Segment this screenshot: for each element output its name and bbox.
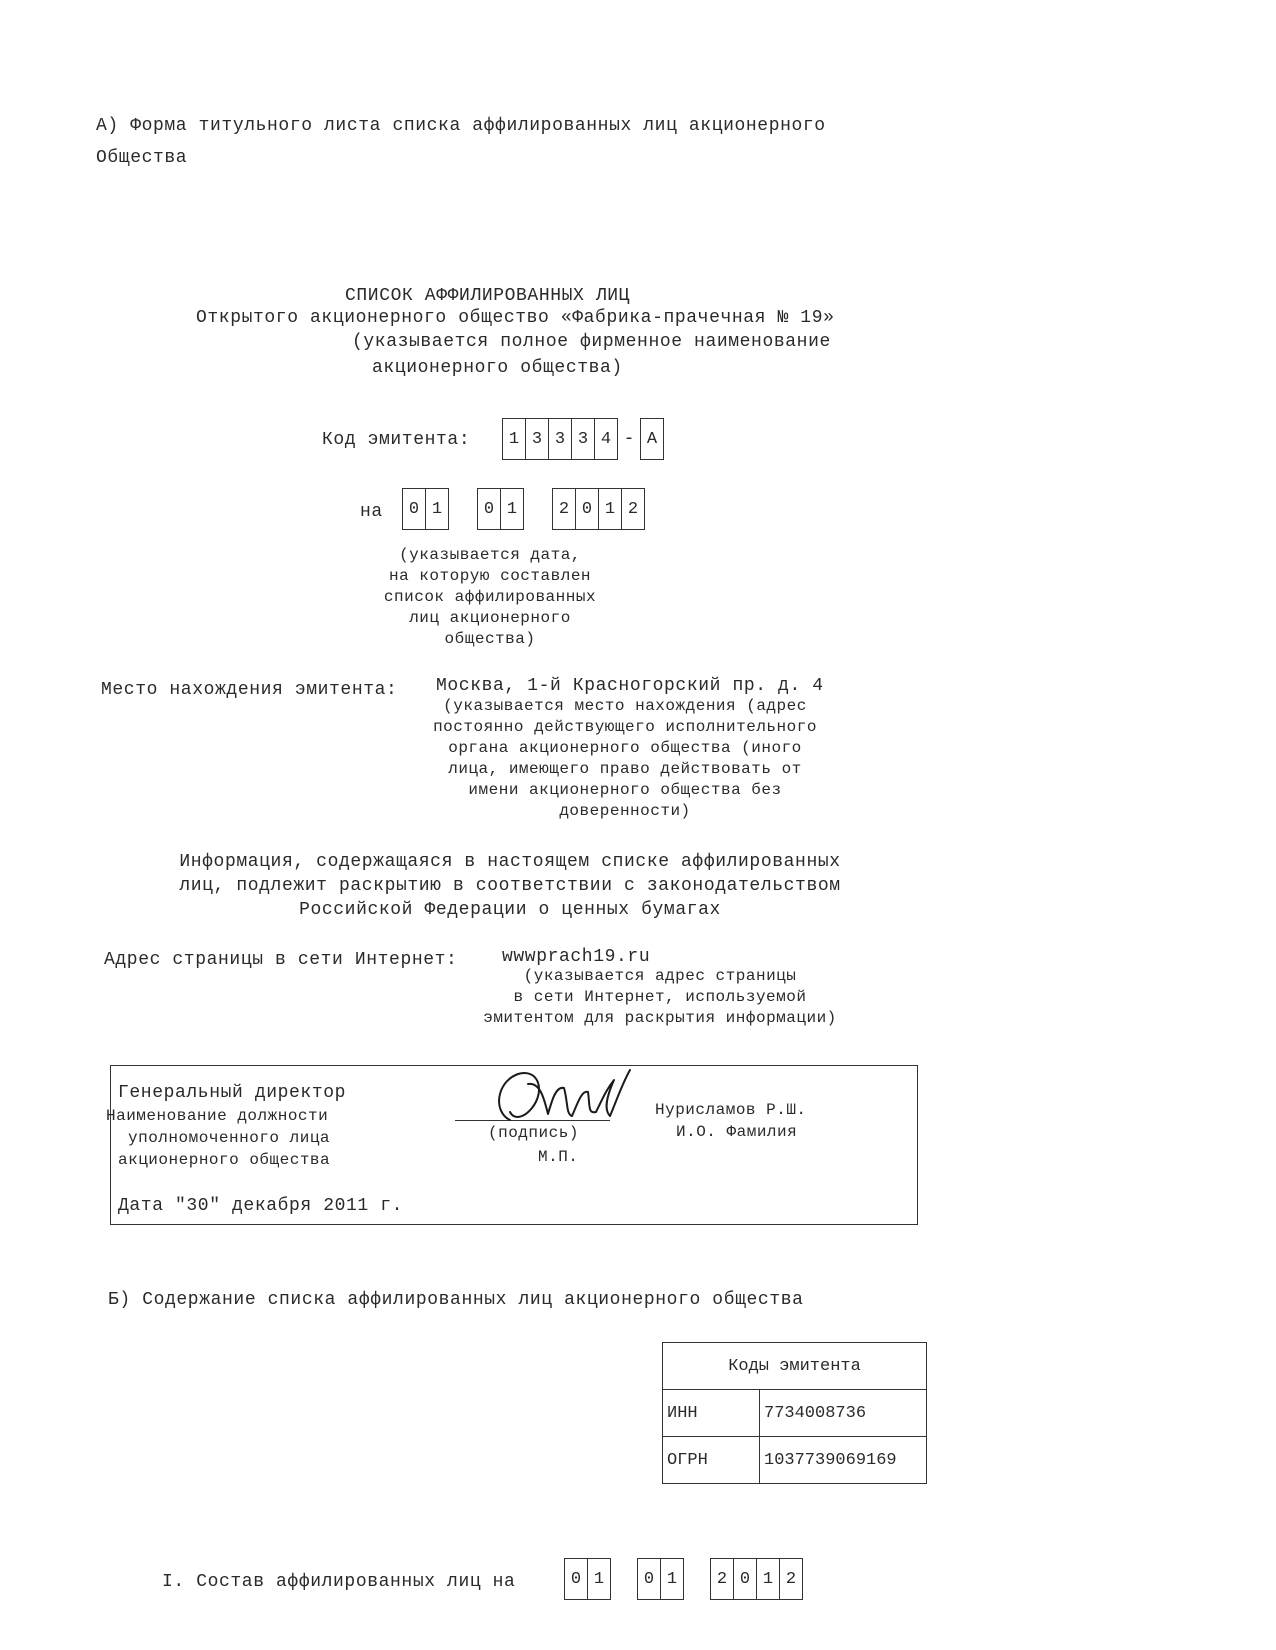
- location-hint-line: постоянно действующего исполнительного: [433, 718, 817, 736]
- section-1-month-digit: 0: [637, 1559, 660, 1599]
- stamp-label: М.П.: [538, 1148, 579, 1166]
- signer-name: Нурисламов Р.Ш.: [655, 1101, 807, 1119]
- date-year-digit: 2: [552, 489, 575, 529]
- website-label: Адрес страницы в сети Интернет:: [104, 950, 458, 970]
- date-day-digit: 0: [402, 489, 425, 529]
- website-hint-line: (указывается адрес страницы: [523, 967, 797, 985]
- table-row: [663, 1343, 927, 1390]
- disclosure-line: лиц, подлежит раскрытию в соответствии с законодательством: [179, 876, 841, 896]
- signature-hint: (подпись): [488, 1124, 579, 1142]
- section-1-year-digit: 1: [756, 1559, 779, 1599]
- website-value: wwwprach19.ru: [502, 947, 651, 967]
- section-1-month-digit: 1: [660, 1559, 683, 1599]
- section-1-year-digit: 0: [733, 1559, 756, 1599]
- position-hint-line: Наименование должности: [106, 1107, 329, 1125]
- section-1-year-digit: 2: [779, 1559, 802, 1599]
- date-boxes: [402, 488, 645, 530]
- section-a-title-line2: Общества: [96, 148, 188, 168]
- issuer-code-separator: -: [623, 429, 635, 449]
- location-label: Место нахождения эмитента:: [101, 680, 398, 700]
- date-hint-line: (указывается дата,: [399, 546, 581, 564]
- section-1-day-digit: 1: [587, 1559, 610, 1599]
- location-hint-line: (указывается место нахождения (адрес: [443, 697, 807, 715]
- issuer-code-suffix: А: [640, 419, 663, 459]
- date-hint-line: на которую составлен: [388, 567, 592, 585]
- location-hint-line: органа акционерного общества (иного: [448, 739, 802, 757]
- section-1-date-boxes: [564, 1558, 803, 1600]
- disclosure-line: Российской Федерации о ценных бумагах: [299, 900, 721, 920]
- location-hint-line: лица, имеющего право действовать от: [448, 760, 802, 778]
- position-hint-line: акционерного общества: [118, 1151, 331, 1169]
- issuer-code-digit: 4: [594, 419, 617, 459]
- code-value: 1037739069169: [760, 1437, 927, 1484]
- date-year-digit: 2: [621, 489, 644, 529]
- list-title: СПИСОК АФФИЛИРОВАННЫХ ЛИЦ: [345, 286, 631, 306]
- section-b-title: Б) Содержание списка аффилированных лиц акционерного общества: [108, 1290, 804, 1310]
- website-hint-line: эмитентом для раскрытия информации): [483, 1009, 837, 1027]
- company-hint-line2: акционерного общества): [372, 358, 623, 378]
- section-1-day-digit: 0: [564, 1559, 587, 1599]
- signer-name-hint: И.О. Фамилия: [676, 1123, 798, 1141]
- issuer-code-digit: 3: [571, 419, 594, 459]
- location-hint-line: доверенности): [559, 802, 691, 820]
- date-hint-line: общества): [444, 630, 536, 648]
- issuer-code-digit: 3: [525, 419, 548, 459]
- date-hint-line: лиц акционерного: [409, 609, 571, 627]
- date-year-digit: 0: [575, 489, 598, 529]
- disclosure-line: Информация, содержащаяся в настоящем списке аффилированных: [179, 852, 841, 872]
- issuer-code-label: Код эмитента:: [322, 430, 471, 450]
- issuer-code-digit: 3: [548, 419, 571, 459]
- date-year-digit: 1: [598, 489, 621, 529]
- issuer-code-boxes: [502, 418, 664, 460]
- code-label: ОГРН: [663, 1437, 760, 1484]
- codes-table-header: Коды эмитента: [663, 1343, 927, 1390]
- table-row: [663, 1437, 927, 1484]
- table-row: [663, 1390, 927, 1437]
- date-month-digit: 1: [500, 489, 523, 529]
- signature-date: Дата "30" декабря 2011 г.: [118, 1196, 404, 1216]
- company-name: Открытого акционерного общество «Фабрика-прачечная № 19»: [196, 308, 835, 328]
- signer-position: Генеральный директор: [118, 1083, 347, 1103]
- location-value: Москва, 1-й Красногорский пр. д. 4: [436, 676, 824, 696]
- date-month-digit: 0: [477, 489, 500, 529]
- code-value: 7734008736: [760, 1390, 927, 1437]
- section-1-title: I. Состав аффилированных лиц на: [162, 1572, 516, 1592]
- code-label: ИНН: [663, 1390, 760, 1437]
- section-1-year-digit: 2: [710, 1559, 733, 1599]
- position-hint-line: уполномоченного лица: [128, 1129, 331, 1147]
- date-hint-line: список аффилированных: [383, 588, 597, 606]
- section-a-title-line1: А) Форма титульного листа списка аффилированных лиц акционерного: [96, 116, 826, 136]
- website-hint-line: в сети Интернет, используемой: [513, 988, 807, 1006]
- issuer-code-digit: 1: [502, 419, 525, 459]
- issuer-codes-table: [662, 1342, 927, 1484]
- company-hint-line1: (указывается полное фирменное наименование: [352, 332, 831, 352]
- location-hint-line: имени акционерного общества без: [468, 781, 782, 799]
- date-day-digit: 1: [425, 489, 448, 529]
- date-prefix: на: [360, 502, 383, 522]
